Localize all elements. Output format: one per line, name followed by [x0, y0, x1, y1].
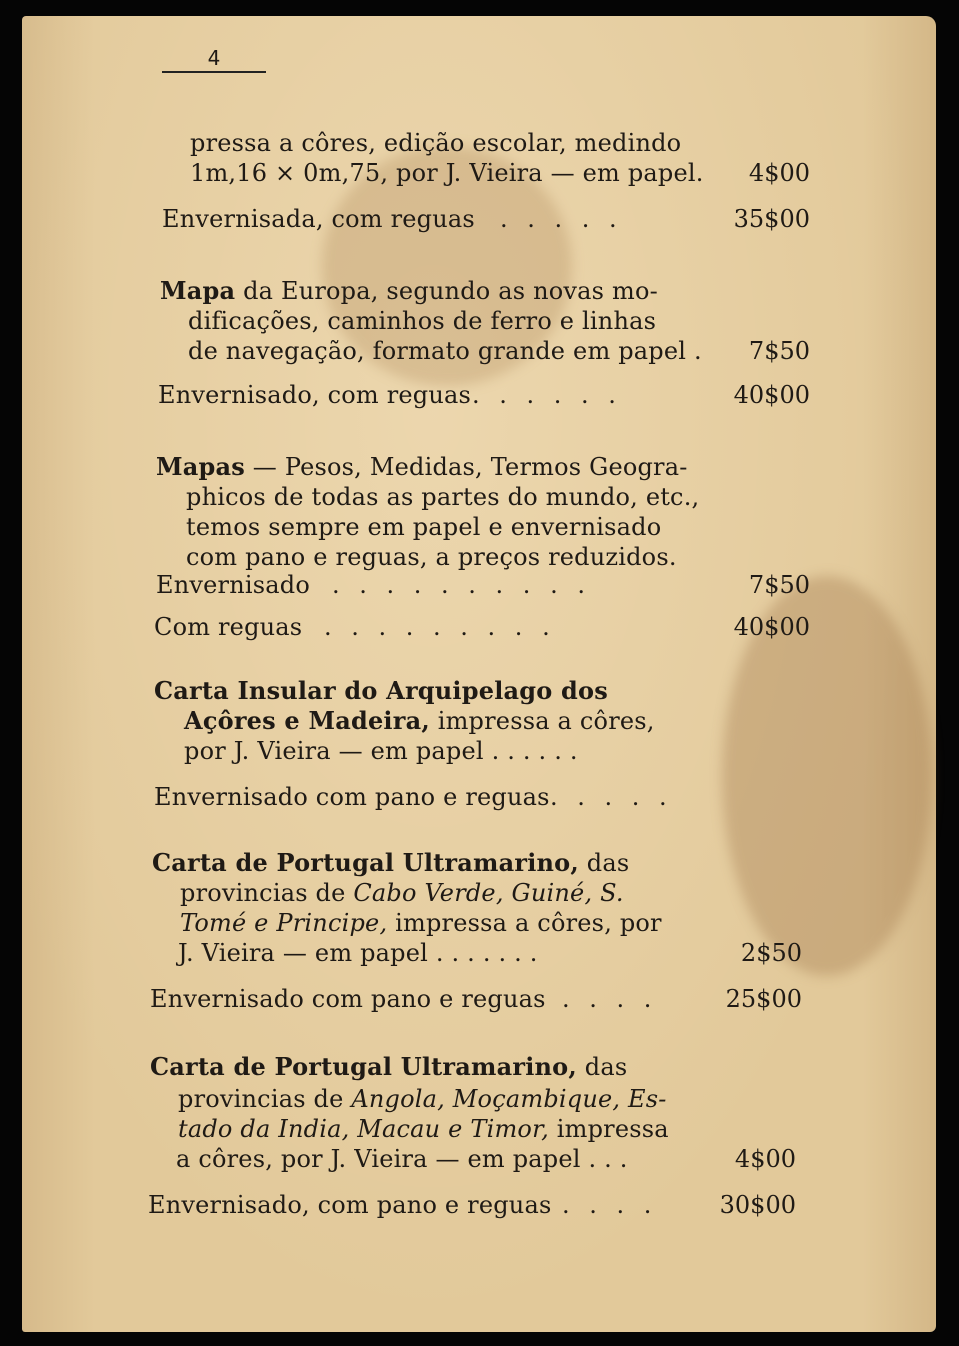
- dot-leader: . . . . .: [550, 783, 673, 811]
- entry-line: [156, 452, 688, 482]
- entry-line: de navegação, formato grande em papel .: [188, 337, 702, 365]
- entry-title: Carta de Portugal Ultramarino,: [152, 848, 579, 877]
- entry-line: [160, 276, 658, 306]
- entry-text: da Europa, segundo as novas mo-: [235, 277, 658, 305]
- extra-label: Envernisado, com pano e reguas: [148, 1191, 552, 1219]
- entry-text: impressa: [548, 1115, 669, 1143]
- dot-leader: . . . . .: [500, 205, 623, 233]
- price: 35$00: [733, 205, 810, 233]
- entry-title: Mapas: [156, 452, 245, 481]
- entry-line: [178, 1084, 667, 1114]
- entry-italic: Tomé e Principe,: [180, 909, 388, 937]
- entry-text: provincias de: [180, 879, 354, 907]
- row-label: Envernisado: [156, 571, 310, 599]
- entry-line: pressa a côres, edição escolar, medindo: [190, 129, 682, 157]
- dot-leader: . . . . . .: [472, 381, 622, 409]
- entry-line: [184, 706, 655, 736]
- page-number: 4: [207, 46, 221, 70]
- page-number-rule: [162, 71, 266, 73]
- extra-label: Envernisado, com reguas: [158, 381, 472, 409]
- dot-leader: . . . . . . . . .: [324, 613, 556, 641]
- extra-label: Envernisado com pano e reguas: [150, 985, 546, 1013]
- price: 40$00: [733, 381, 810, 409]
- entry-italic: Cabo Verde, Guiné, S.: [353, 879, 624, 907]
- entry-title: Carta Insular do Arquipelago dos: [154, 676, 608, 705]
- entry-line: por J. Vieira — em papel . . . . . .: [184, 737, 578, 765]
- entry-text: das: [578, 849, 630, 877]
- entry-line: dificações, caminhos de ferro e linhas: [188, 307, 657, 335]
- entry-text: impressa a côres,: [429, 707, 655, 735]
- price: 7$50: [748, 571, 810, 599]
- dot-leader: . . . . . . . . . .: [332, 571, 591, 599]
- extra-label: Envernisada, com reguas: [162, 205, 475, 233]
- entry-text: impressa a côres, por: [387, 909, 662, 937]
- entry-line: [178, 1114, 669, 1144]
- entry-title-cont: Açôres e Madeira,: [184, 706, 430, 735]
- price: 40$00: [733, 613, 810, 641]
- entry-italic: tado da India, Macau e Timor,: [178, 1115, 549, 1143]
- price: 7$50: [748, 337, 810, 365]
- entry-text: — Pesos, Medidas, Termos Geogra-: [244, 453, 688, 481]
- entry-line: 1m,16 × 0m,75, por J. Vieira — em papel.: [190, 159, 704, 187]
- price: 25$00: [725, 985, 802, 1013]
- price: 4$00: [734, 1145, 796, 1173]
- entry-line: phicos de todas as partes do mundo, etc.,: [186, 483, 700, 511]
- entry-title: Mapa: [160, 276, 236, 305]
- entry-line: J. Vieira — em papel . . . . . . .: [178, 939, 538, 967]
- extra-label: Envernisado com pano e reguas: [154, 783, 550, 811]
- entry-line: temos sempre em papel e envernisado: [186, 513, 662, 541]
- entry-title: Carta de Portugal Ultramarino,: [150, 1052, 577, 1081]
- entry-line: [152, 848, 629, 878]
- dot-leader: . . . .: [562, 985, 658, 1013]
- catalog-page: [22, 16, 936, 1332]
- entry-text: provincias de: [178, 1085, 352, 1113]
- price: 2$50: [740, 939, 802, 967]
- price: 4$00: [748, 159, 810, 187]
- entry-text: das: [576, 1053, 628, 1081]
- dot-leader: . . . .: [562, 1191, 658, 1219]
- price: 30$00: [719, 1191, 796, 1219]
- entry-line: [180, 908, 662, 938]
- entry-line: [150, 1052, 627, 1082]
- entry-line: a côres, por J. Vieira — em papel . . .: [176, 1145, 628, 1173]
- entry-line: [180, 878, 624, 908]
- row-label: Com reguas: [154, 613, 303, 641]
- entry-italic: Angola, Moçambique, Es-: [351, 1085, 667, 1113]
- entry-line: com pano e reguas, a preços reduzidos.: [186, 543, 677, 571]
